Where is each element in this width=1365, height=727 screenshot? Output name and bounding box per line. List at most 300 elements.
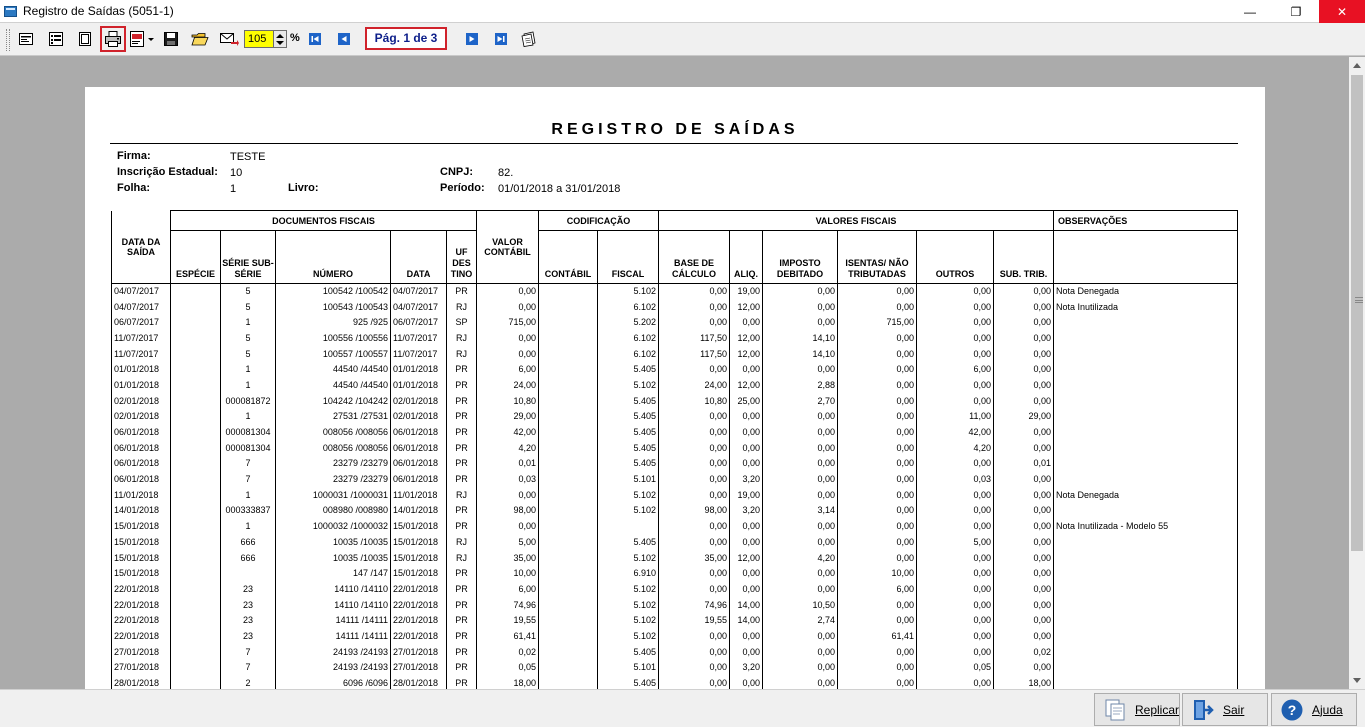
- row-imposto: 2,74: [763, 613, 838, 629]
- row-contabil: [539, 519, 598, 535]
- row-imposto: 0,00: [763, 629, 838, 645]
- row-base-calculo: 0,00: [659, 440, 730, 456]
- row-isentas: 0,00: [838, 487, 917, 503]
- row-numero: 104242 /104242: [276, 393, 391, 409]
- table-row: [112, 629, 1238, 645]
- row-valor-contabil: 98,00: [477, 503, 539, 519]
- send-email-button[interactable]: [218, 28, 240, 50]
- row-contabil: [539, 440, 598, 456]
- print-button[interactable]: [102, 28, 124, 50]
- row-serie: 2: [221, 676, 276, 689]
- row-sub-trib: 0,00: [994, 346, 1054, 362]
- table-row: [112, 362, 1238, 378]
- preview-area[interactable]: [0, 57, 1349, 689]
- row-contabil: [539, 550, 598, 566]
- row-imposto: 4,20: [763, 550, 838, 566]
- row-fiscal: 5.101: [598, 660, 659, 676]
- toolbar-grip[interactable]: [6, 29, 10, 51]
- row-imposto: 0,00: [763, 566, 838, 582]
- row-sub-trib: 29,00: [994, 409, 1054, 425]
- row-aliquota: 14,00: [730, 613, 763, 629]
- table-row: [112, 425, 1238, 441]
- row-data: 22/01/2018: [391, 613, 447, 629]
- folha-label: Folha:: [117, 182, 150, 194]
- row-aliquota: 19,00: [730, 284, 763, 300]
- table-row: [112, 284, 1238, 300]
- row-data-saida: 04/07/2017: [112, 299, 171, 315]
- row-outros: 11,00: [917, 409, 994, 425]
- row-base-calculo: 0,00: [659, 409, 730, 425]
- minimize-button[interactable]: —: [1244, 4, 1256, 19]
- row-sub-trib: 0,00: [994, 315, 1054, 331]
- row-especie: [171, 487, 221, 503]
- row-data-saida: 15/01/2018: [112, 519, 171, 535]
- close-button[interactable]: ✕: [1319, 0, 1365, 23]
- zoom-spinner[interactable]: [273, 30, 287, 48]
- row-uf: RJ: [447, 299, 477, 315]
- row-base-calculo: 0,00: [659, 456, 730, 472]
- row-observacao: Nota Denegada: [1054, 284, 1238, 300]
- row-data: 11/01/2018: [391, 487, 447, 503]
- col-serie: SÉRIE SUB-SÉRIE: [221, 231, 276, 284]
- row-serie: 000081304: [221, 425, 276, 441]
- row-contabil: [539, 456, 598, 472]
- table-row: [112, 299, 1238, 315]
- table-row: [112, 487, 1238, 503]
- row-observacao: [1054, 331, 1238, 347]
- row-fiscal: 5.405: [598, 409, 659, 425]
- row-observacao: [1054, 315, 1238, 331]
- save-button[interactable]: [160, 28, 182, 50]
- row-fiscal: 5.405: [598, 362, 659, 378]
- row-data: 06/01/2018: [391, 472, 447, 488]
- row-imposto: 0,00: [763, 315, 838, 331]
- row-fiscal: 5.405: [598, 440, 659, 456]
- row-sub-trib: 0,00: [994, 378, 1054, 394]
- row-serie: 000333837: [221, 503, 276, 519]
- row-numero: 100543 /100543: [276, 299, 391, 315]
- row-serie: 666: [221, 535, 276, 551]
- row-observacao: [1054, 629, 1238, 645]
- row-uf: PR: [447, 425, 477, 441]
- row-observacao: [1054, 425, 1238, 441]
- zoom-input[interactable]: 105: [244, 30, 274, 48]
- row-observacao: [1054, 566, 1238, 582]
- row-observacao: [1054, 676, 1238, 689]
- row-isentas: 0,00: [838, 440, 917, 456]
- row-contabil: [539, 299, 598, 315]
- row-valor-contabil: 18,00: [477, 676, 539, 689]
- row-numero: 14110 /14110: [276, 582, 391, 598]
- row-isentas: 0,00: [838, 425, 917, 441]
- row-sub-trib: 0,00: [994, 299, 1054, 315]
- row-data: 15/01/2018: [391, 550, 447, 566]
- folha-value: 1: [230, 183, 237, 195]
- row-base-calculo: 0,00: [659, 487, 730, 503]
- row-uf: PR: [447, 519, 477, 535]
- row-fiscal: 6.102: [598, 299, 659, 315]
- row-contabil: [539, 284, 598, 300]
- row-sub-trib: 18,00: [994, 676, 1054, 689]
- row-data-saida: 22/01/2018: [112, 629, 171, 645]
- row-imposto: 14,10: [763, 331, 838, 347]
- register-rows: [112, 284, 1238, 690]
- whole-page-button[interactable]: [74, 28, 96, 50]
- table-row: [112, 346, 1238, 362]
- row-valor-contabil: 35,00: [477, 550, 539, 566]
- row-data-saida: 06/07/2017: [112, 315, 171, 331]
- row-especie: [171, 315, 221, 331]
- row-imposto: 0,00: [763, 425, 838, 441]
- scroll-thumb[interactable]: [1351, 75, 1363, 551]
- row-especie: [171, 629, 221, 645]
- row-numero: 008980 /008980: [276, 503, 391, 519]
- row-data: 02/01/2018: [391, 409, 447, 425]
- row-sub-trib: 0,00: [994, 550, 1054, 566]
- row-fiscal: 5.102: [598, 613, 659, 629]
- folder-icon: [191, 31, 209, 47]
- row-contabil: [539, 644, 598, 660]
- row-especie: [171, 597, 221, 613]
- row-valor-contabil: 715,00: [477, 315, 539, 331]
- row-data: 22/01/2018: [391, 582, 447, 598]
- row-data-saida: 14/01/2018: [112, 503, 171, 519]
- row-valor-contabil: 0,00: [477, 331, 539, 347]
- row-outros: 0,00: [917, 613, 994, 629]
- ajuda-button[interactable]: [1271, 693, 1357, 726]
- table-row: [112, 409, 1238, 425]
- page-indicator: Pág. 1 de 3: [365, 27, 447, 50]
- row-contabil: [539, 472, 598, 488]
- row-data-saida: 22/01/2018: [112, 613, 171, 629]
- row-isentas: 0,00: [838, 519, 917, 535]
- row-data: 27/01/2018: [391, 644, 447, 660]
- row-outros: 4,20: [917, 440, 994, 456]
- scroll-up-icon[interactable]: [1353, 63, 1361, 68]
- row-serie: 23: [221, 613, 276, 629]
- row-base-calculo: 0,00: [659, 284, 730, 300]
- row-contabil: [539, 331, 598, 347]
- row-isentas: 0,00: [838, 393, 917, 409]
- row-sub-trib: 0,00: [994, 535, 1054, 551]
- row-contabil: [539, 535, 598, 551]
- row-valor-contabil: 4,20: [477, 440, 539, 456]
- row-serie: 7: [221, 644, 276, 660]
- row-fiscal: 5.405: [598, 535, 659, 551]
- row-valor-contabil: 19,55: [477, 613, 539, 629]
- col-contabil: CONTÁBIL: [539, 231, 598, 284]
- row-valor-contabil: 29,00: [477, 409, 539, 425]
- table-row: [112, 519, 1238, 535]
- edit-pages-icon: [520, 31, 538, 47]
- first-page-button[interactable]: [304, 28, 326, 50]
- preview-toolbar: [0, 23, 1365, 56]
- row-base-calculo: 0,00: [659, 299, 730, 315]
- row-serie: 7: [221, 660, 276, 676]
- row-outros: 0,00: [917, 315, 994, 331]
- row-especie: [171, 409, 221, 425]
- register-table: [111, 210, 1238, 689]
- col-especie: ESPÉCIE: [171, 231, 221, 284]
- row-outros: 0,00: [917, 299, 994, 315]
- firma-value: TESTE: [230, 151, 266, 163]
- row-sub-trib: 0,00: [994, 613, 1054, 629]
- row-sub-trib: 0,01: [994, 456, 1054, 472]
- row-valor-contabil: 0,05: [477, 660, 539, 676]
- row-fiscal: 6.102: [598, 346, 659, 362]
- row-observacao: [1054, 456, 1238, 472]
- row-observacao: Nota Inutilizada: [1054, 299, 1238, 315]
- export-pdf-button[interactable]: [128, 28, 156, 50]
- row-especie: [171, 582, 221, 598]
- row-imposto: 0,00: [763, 472, 838, 488]
- outline-button[interactable]: [45, 28, 67, 50]
- row-numero: 44540 /44540: [276, 362, 391, 378]
- row-sub-trib: 0,00: [994, 284, 1054, 300]
- row-uf: PR: [447, 613, 477, 629]
- row-fiscal: 6.910: [598, 566, 659, 582]
- row-imposto: 2,88: [763, 378, 838, 394]
- row-imposto: 0,00: [763, 535, 838, 551]
- col-imposto-debitado: IMPOSTO DEBITADO: [763, 231, 838, 284]
- row-valor-contabil: 6,00: [477, 582, 539, 598]
- group-observacoes: OBSERVAÇÕES: [1054, 211, 1238, 231]
- row-base-calculo: 0,00: [659, 425, 730, 441]
- bottom-bar: [0, 689, 1365, 727]
- row-aliquota: 0,00: [730, 425, 763, 441]
- row-aliquota: 12,00: [730, 299, 763, 315]
- row-fiscal: [598, 519, 659, 535]
- row-numero: 24193 /24193: [276, 660, 391, 676]
- row-data: 14/01/2018: [391, 503, 447, 519]
- row-uf: PR: [447, 409, 477, 425]
- row-numero: 925 /925: [276, 315, 391, 331]
- next-page-button[interactable]: [461, 28, 483, 50]
- row-sub-trib: 0,00: [994, 425, 1054, 441]
- row-imposto: 0,00: [763, 284, 838, 300]
- group-codificacao: CODIFICAÇÃO: [539, 211, 659, 231]
- row-valor-contabil: 0,00: [477, 299, 539, 315]
- row-aliquota: 0,00: [730, 315, 763, 331]
- row-numero: 44540 /44540: [276, 378, 391, 394]
- row-valor-contabil: 0,03: [477, 472, 539, 488]
- row-outros: 0,00: [917, 346, 994, 362]
- row-valor-contabil: 5,00: [477, 535, 539, 551]
- row-especie: [171, 284, 221, 300]
- row-base-calculo: 117,50: [659, 331, 730, 347]
- row-uf: PR: [447, 503, 477, 519]
- row-data: 15/01/2018: [391, 535, 447, 551]
- open-button[interactable]: [189, 28, 211, 50]
- replicar-button[interactable]: [1094, 693, 1180, 726]
- row-serie: 1: [221, 519, 276, 535]
- app-icon: [4, 5, 17, 18]
- row-data: 22/01/2018: [391, 629, 447, 645]
- floppy-disk-icon: [163, 31, 179, 47]
- row-outros: 0,00: [917, 503, 994, 519]
- row-contabil: [539, 597, 598, 613]
- report-title: REGISTRO DE SAÍDAS: [551, 121, 799, 138]
- row-base-calculo: 0,00: [659, 629, 730, 645]
- row-data-saida: 27/01/2018: [112, 644, 171, 660]
- row-isentas: 61,41: [838, 629, 917, 645]
- row-data: 28/01/2018: [391, 676, 447, 689]
- row-uf: RJ: [447, 487, 477, 503]
- row-serie: 1: [221, 315, 276, 331]
- row-data: 04/07/2017: [391, 284, 447, 300]
- row-especie: [171, 550, 221, 566]
- row-numero: 100542 /100542: [276, 284, 391, 300]
- row-base-calculo: 74,96: [659, 597, 730, 613]
- scroll-down-icon[interactable]: [1353, 678, 1361, 683]
- row-contabil: [539, 582, 598, 598]
- row-data: 15/01/2018: [391, 566, 447, 582]
- row-uf: PR: [447, 582, 477, 598]
- row-data: 11/07/2017: [391, 331, 447, 347]
- row-uf: PR: [447, 378, 477, 394]
- window-title: Registro de Saídas (5051-1): [23, 4, 174, 18]
- row-sub-trib: 0,00: [994, 566, 1054, 582]
- row-aliquota: 0,00: [730, 535, 763, 551]
- row-valor-contabil: 10,00: [477, 566, 539, 582]
- row-isentas: 715,00: [838, 315, 917, 331]
- row-base-calculo: 0,00: [659, 519, 730, 535]
- row-imposto: 0,00: [763, 644, 838, 660]
- row-aliquota: 0,00: [730, 676, 763, 689]
- zoom-percent-label: %: [290, 32, 300, 44]
- page-setup-button[interactable]: [15, 28, 37, 50]
- row-base-calculo: 0,00: [659, 472, 730, 488]
- row-isentas: 0,00: [838, 597, 917, 613]
- row-imposto: 0,00: [763, 362, 838, 378]
- row-aliquota: 14,00: [730, 597, 763, 613]
- table-row: [112, 393, 1238, 409]
- row-observacao: Nota Inutilizada - Modelo 55: [1054, 519, 1238, 535]
- row-fiscal: 5.405: [598, 456, 659, 472]
- row-especie: [171, 393, 221, 409]
- row-serie: 000081304: [221, 440, 276, 456]
- row-data-saida: 04/07/2017: [112, 284, 171, 300]
- maximize-button[interactable]: ❐: [1290, 4, 1302, 19]
- row-base-calculo: 117,50: [659, 346, 730, 362]
- row-data-saida: 22/01/2018: [112, 597, 171, 613]
- row-imposto: 10,50: [763, 597, 838, 613]
- row-base-calculo: 0,00: [659, 644, 730, 660]
- table-row: [112, 456, 1238, 472]
- row-especie: [171, 456, 221, 472]
- row-valor-contabil: 0,00: [477, 487, 539, 503]
- row-data-saida: 01/01/2018: [112, 362, 171, 378]
- row-isentas: 0,00: [838, 644, 917, 660]
- row-sub-trib: 0,02: [994, 644, 1054, 660]
- cnpj-value: 82.: [498, 167, 514, 179]
- next-page-icon: [465, 32, 479, 46]
- row-outros: 0,00: [917, 597, 994, 613]
- row-sub-trib: 0,00: [994, 503, 1054, 519]
- table-row: [112, 676, 1238, 689]
- row-isentas: 0,00: [838, 409, 917, 425]
- sair-button[interactable]: [1182, 693, 1268, 726]
- row-outros: 42,00: [917, 425, 994, 441]
- row-serie: [221, 566, 276, 582]
- row-observacao: [1054, 613, 1238, 629]
- row-valor-contabil: 10,80: [477, 393, 539, 409]
- row-fiscal: 5.405: [598, 425, 659, 441]
- table-row: [112, 566, 1238, 582]
- row-aliquota: 25,00: [730, 393, 763, 409]
- row-isentas: 0,00: [838, 613, 917, 629]
- row-uf: PR: [447, 456, 477, 472]
- row-observacao: [1054, 660, 1238, 676]
- row-isentas: 6,00: [838, 582, 917, 598]
- row-contabil: [539, 660, 598, 676]
- row-uf: PR: [447, 644, 477, 660]
- row-uf: SP: [447, 315, 477, 331]
- row-uf: RJ: [447, 535, 477, 551]
- last-page-icon: [494, 32, 508, 46]
- row-uf: RJ: [447, 550, 477, 566]
- row-data: 01/01/2018: [391, 362, 447, 378]
- row-numero: 1000032 /1000032: [276, 519, 391, 535]
- row-aliquota: 0,00: [730, 409, 763, 425]
- row-especie: [171, 535, 221, 551]
- group-valores-fiscais: VALORES FISCAIS: [659, 211, 1054, 231]
- row-data-saida: 28/01/2018: [112, 676, 171, 689]
- row-numero: 6096 /6096: [276, 676, 391, 689]
- vertical-scrollbar[interactable]: [1349, 57, 1365, 689]
- pdf-icon: [129, 30, 155, 48]
- row-aliquota: 3,20: [730, 503, 763, 519]
- row-contabil: [539, 378, 598, 394]
- exit-door-icon: [1191, 698, 1215, 722]
- row-uf: PR: [447, 629, 477, 645]
- row-valor-contabil: 24,00: [477, 378, 539, 394]
- row-serie: 23: [221, 629, 276, 645]
- row-especie: [171, 378, 221, 394]
- col-fiscal: FISCAL: [598, 231, 659, 284]
- row-observacao: [1054, 597, 1238, 613]
- row-contabil: [539, 346, 598, 362]
- last-page-button[interactable]: [490, 28, 512, 50]
- ajuda-label: Ajuda: [1312, 702, 1343, 717]
- row-especie: [171, 613, 221, 629]
- table-row: [112, 582, 1238, 598]
- table-row: [112, 472, 1238, 488]
- row-especie: [171, 346, 221, 362]
- row-numero: 23279 /23279: [276, 456, 391, 472]
- row-especie: [171, 519, 221, 535]
- table-row: [112, 550, 1238, 566]
- row-isentas: 0,00: [838, 676, 917, 689]
- table-row: [112, 644, 1238, 660]
- row-outros: 0,05: [917, 660, 994, 676]
- edit-button[interactable]: [518, 28, 540, 50]
- col-numero: NÚMERO: [276, 231, 391, 284]
- row-serie: 5: [221, 331, 276, 347]
- previous-page-button[interactable]: [333, 28, 355, 50]
- row-numero: 27531 /27531: [276, 409, 391, 425]
- row-uf: PR: [447, 284, 477, 300]
- row-fiscal: 6.102: [598, 331, 659, 347]
- printer-icon: [104, 30, 122, 48]
- table-row: [112, 535, 1238, 551]
- row-observacao: [1054, 535, 1238, 551]
- row-numero: 14111 /14111: [276, 629, 391, 645]
- row-contabil: [539, 629, 598, 645]
- row-serie: 5: [221, 346, 276, 362]
- row-observacao: [1054, 362, 1238, 378]
- col-sub-trib: SUB. TRIB.: [994, 231, 1054, 284]
